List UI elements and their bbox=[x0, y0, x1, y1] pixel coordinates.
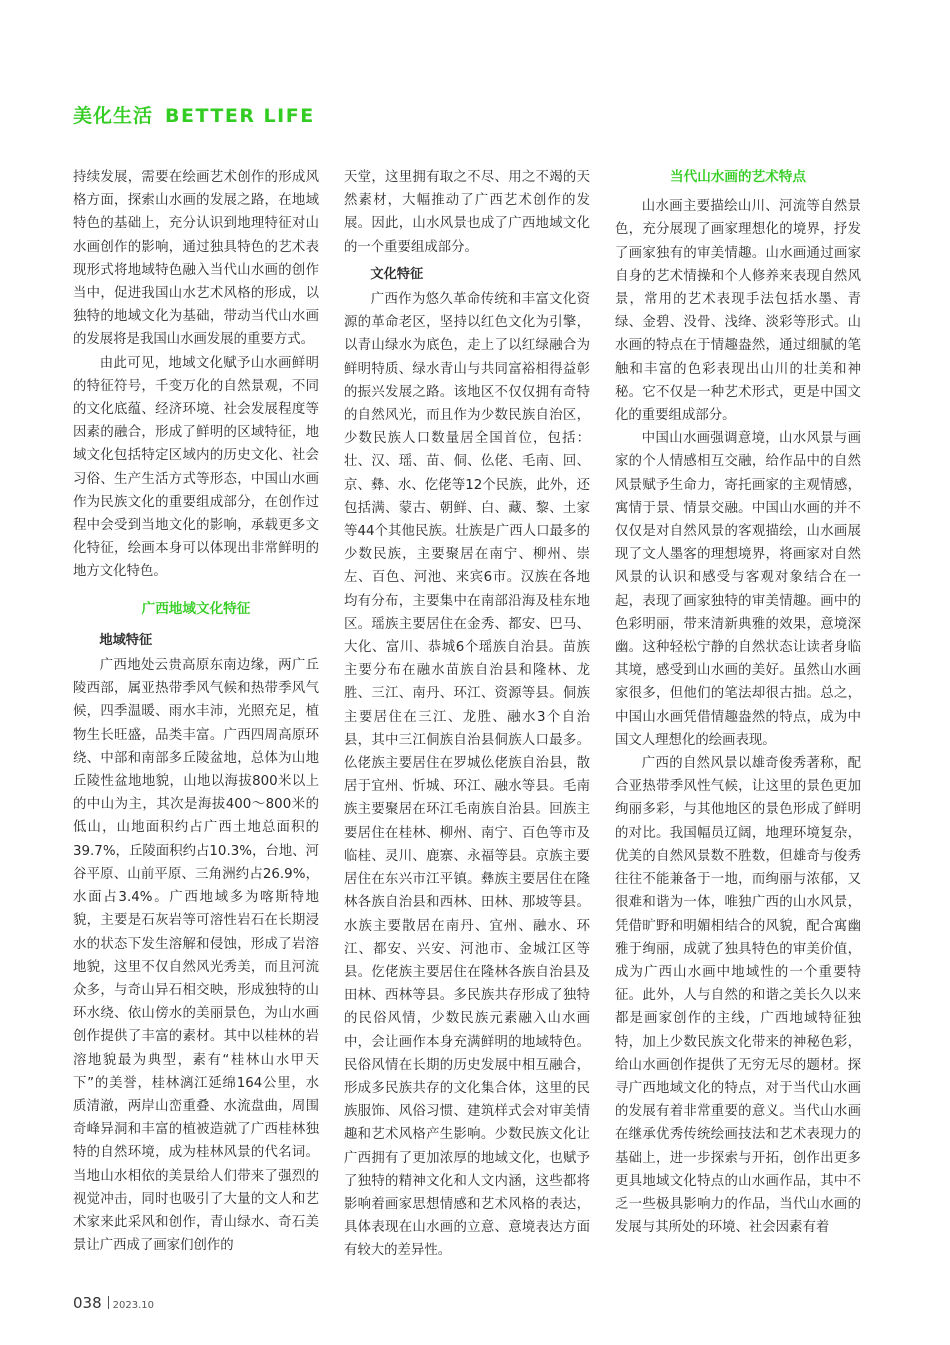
paragraph: 天堂，这里拥有取之不尽、用之不竭的天然素材，大幅推动了广西艺术创作的发展。因此，山水风景也成了广西地域文化的一个重要组成部分。 bbox=[344, 170, 590, 255]
subsection-heading: 文化特征 bbox=[370, 266, 424, 282]
article-column-3 bbox=[615, 166, 861, 1239]
section-title-cn: 美化生活 bbox=[73, 105, 154, 127]
page-number: 038 bbox=[73, 1294, 102, 1312]
paragraph: 中国山水画强调意境，山水风景与画家的个人情感相互交融，给作品中的自然风景赋予生命力，寄托画家的主观情感，寓情于景、情景交融。中国山水画的并不仅仅是对自然风景的客观描绘，山水画展现了文人墨客的理想境界，将画家对自然风景的认识和感受与客观对象结合在一起，表现了画家独特的审美情趣。画中的色彩明丽，带来清新典雅的效果，意境深幽。这种轻松宁静的自然状态让读者身临其境，感受到山水画的美好。虽然山水画家很多，但他们的笔法却很古拙。总之，中国山水画凭借情趣盎然的特点，成为中国文人理想化的绘画表现。 bbox=[615, 431, 861, 748]
article-column-1 bbox=[73, 166, 319, 1257]
paragraph: 广西的自然风景以雄奇俊秀著称，配合亚热带季风性气候，让这里的景色更加绚丽多彩，与其他地区的景色形成了鲜明的对比。我国幅员辽阔，地理环境复杂，优美的自然风景数不胜数，但雄奇与俊秀往往不能兼备于一地，而绚丽与浓郁，又很难和谐为一体，唯独广西的山水风景，凭借旷野和明媚相结合的风貌，配合寓幽雅于绚丽，成就了独具特色的审美价值，成为广西山水画中地域性的一个重要特征。此外，人与自然的和谐之美长久以来都是画家创作的主线，广西地域特征独特，加上少数民族文化带来的神秘色彩，给山水画创作提供了无穷无尽的题材。探寻广西地域文化的特点，对于当代山水画的发展有着非常重要的意义。当代山水画在继承优秀传统绘画技法和艺术表现力的基础上，进一步探索与开拓，创作出更多更具地域文化特点的山水画作品，其中不乏一些极具影响力的作品，当代山水画的发展与其所处的环境、社会因素有着 bbox=[615, 756, 861, 1236]
footer-divider bbox=[108, 1296, 109, 1309]
subsection-heading: 地域特征 bbox=[99, 632, 153, 648]
paragraph: 广西作为悠久革命传统和丰富文化资源的革命老区，坚持以红色文化为引擎，以青山绿水为底色，走上了以红绿融合为鲜明特质、绿水青山与共同富裕相得益彰的振兴发展之路。该地区不仅仅拥有奇特的自然风光，而且作为少数民族自治区，少数民族人口数量居全国首位，包括：壮、汉、瑶、苗、侗、仫佬、毛南、回、京、彝、水、仡佬等12个民族，此外，还包括满、蒙古、朝鲜、白、藏、黎、土家等44个其他民族。壮族是广西人口最多的少数民族，主要聚居在南宁、柳州、崇左、百色、河池、来宾6市。汉族在各地均有分布，主要集中在南部沿海及桂东地区。瑶族主要居住在金秀、都安、巴马、大化、富川、恭城6个瑶族自治县。苗族主要分布在融水苗族自治县和隆林、龙胜、三江、南丹、环江、资源等县。侗族主要居住在三江、龙胜、融水3个自治县，其中三江侗族自治县侗族人口最多。仫佬族主要居住在罗城仫佬族自治县，散居于宜州、忻城、环江、融水等县。毛南族主要聚居在环江毛南族自治县。回族主要居住在桂林、柳州、南宁、百色等市及临桂、灵川、鹿寨、永福等县。京族主要居住在东兴市江平镇。彝族主要居住在隆林各族自治县和西林、田林、那坡等县。水族主要散居在南丹、宜州、融水、环江、都安、兴安、河池市、金城江区等县。仡佬族主要居住在隆林各族自治县及田林、西林等县。多民族共存形成了独特的民俗风情，少数民族元素融入山水画中，会让画作本身充满鲜明的地域特色。民俗风情在长期的历史发展中相互融合，形成多民族共存的文化集合体，这里的民族服饰、风俗习惯、建筑样式会对审美情趣和艺术风格产生影响。少数民族文化让广西拥有了更加浓厚的地域文化，也赋予了独特的精神文化和人文内涵，这些都将影响着画家思想情感和艺术风格的表达，具体表现在山水画的立意、意境表达方面有较大的差异性。 bbox=[344, 292, 590, 1259]
article-column-2 bbox=[344, 166, 590, 1263]
page-footer bbox=[73, 1293, 154, 1312]
paragraph: 山水画主要描绘山川、河流等自然景色，充分展现了画家理想化的境界，抒发了画家独有的审美情趣。山水画通过画家自身的艺术情操和个人修养来表现自然风景，常用的艺术表现手法包括水墨、青绿、金碧、没骨、浅绛、淡彩等形式。山水画的特点在于情趣盎然，通过细腻的笔触和丰富的色彩表现出山川的壮美和神秘。它不仅是一种艺术形式，更是中国文化的重要组成部分。 bbox=[615, 199, 861, 424]
section-title-en: BETTER LIFE bbox=[165, 105, 315, 127]
magazine-section-header bbox=[73, 101, 315, 128]
issue-date: 2023.10 bbox=[112, 1300, 154, 1311]
section-heading: 广西地域文化特征 bbox=[141, 600, 251, 617]
paragraph: 由此可见，地域文化赋予山水画鲜明的特征符号，千变万化的自然景观，不同的文化底蕴、经济环境、社会发展程度等因素的融合，形成了鲜明的区域特征，地域文化包括特定区域内的历史文化、社会习俗、生产生活方式等形态，中国山水画作为民族文化的重要组成部分，在创作过程中会受到当地文化的影响，承载更多文化特征，绘画本身可以体现出非常鲜明的地方文化特色。 bbox=[73, 355, 319, 580]
section-heading: 当代山水画的艺术特点 bbox=[670, 169, 806, 185]
paragraph: 持续发展，需要在绘画艺术创作的形成风格方面，探索山水画的发展之路，在地域特色的基础上，充分认识到地理特征对山水画创作的影响，通过独具特色的艺术表现形式将地域特色融入当代山水画的创作当中，促进我国山水艺术风格的形成，以独特的地域文化为基础，带动当代山水画的发展将是我国山水画发展的重要方式。 bbox=[73, 170, 319, 348]
paragraph: 广西地处云贵高原东南边缘，两广丘陵西部，属亚热带季风气候和热带季风气候，四季温暖、雨水丰沛，光照充足，植物生长旺盛，品类丰富。广西四周高原环绕、中部和南部多丘陵盆地，总体为山地丘陵性盆地地貌，山地以海拔800米以上的中山为主，其次是海拔400～800米的低山，山地面积约占广西土地总面积的39.7%，丘陵面积约占10.3%，台地、河谷平原、山前平原、三角洲约占26.9%，水面占3.4%。广西地域多为喀斯特地貌，主要是石灰岩等可溶性岩石在长期浸水的状态下发生溶解和侵蚀，形成了岩溶地貌，这里不仅自然风光秀美，而且河流众多，与奇山异石相交映，形成独特的山环水绕、依山傍水的美丽景色，为山水画创作提供了丰富的素材。其中以桂林的岩溶地貌最为典型，素有“桂林山水甲天下”的美誉，桂林漓江延绵164公里，水质清澈，两岸山峦重叠、水流盘曲，周围奇峰异洞和丰富的植被造就了广西桂林独特的自然环境，成为桂林风景的代名词。当地山水相依的美景给人们带来了强烈的视觉冲击，同时也吸引了大量的文人和艺术家来此采风和创作，青山绿水、奇石美景让广西成了画家们创作的 bbox=[73, 658, 319, 1254]
